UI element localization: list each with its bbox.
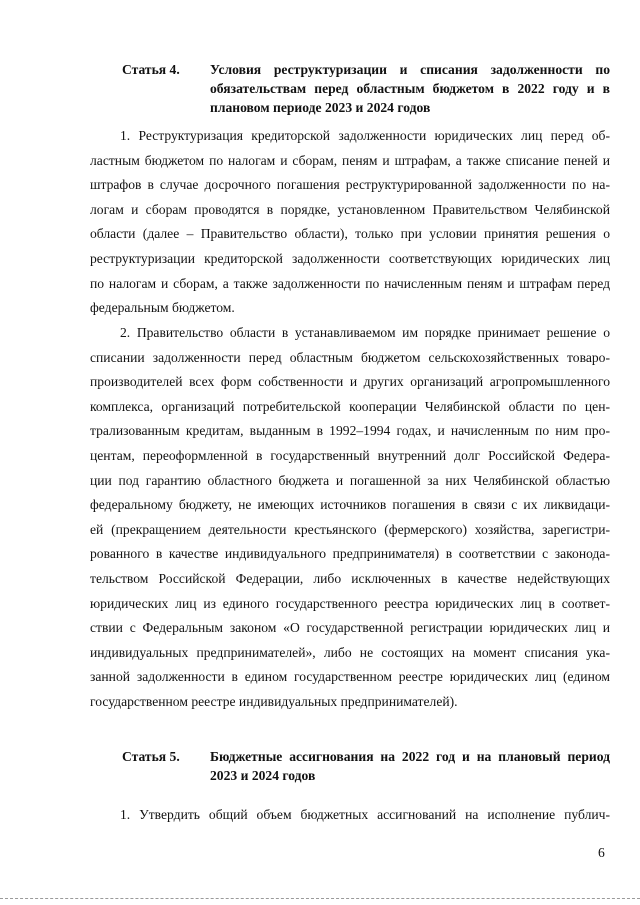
paragraph-line: тельством Российской Федерации, либо исключенных в качестве недействующих	[90, 570, 610, 586]
paragraph-line: федеральному бюджету, не имеющих источников погашения в связи с их ликвидаци-	[90, 497, 610, 513]
paragraph-line: занной задолженности в едином государственном реестре юридических лиц (едином	[90, 669, 610, 685]
paragraph-line: федеральным бюджетом.	[90, 300, 235, 316]
paragraph-line: трализованным кредитам, выданным в 1992–1994 годах, и начисленным по ним про-	[90, 423, 610, 439]
article-5-label: Статья 5.	[122, 749, 180, 764]
article-4-title-line: обязательствам перед областным бюджетом в 2022 году и в	[210, 81, 610, 96]
paragraph-line: области (далее – Правительство области), только при условии принятия решения о	[90, 226, 610, 242]
paragraph-line: ластным бюджетом по налогам и сборам, пеням и штрафам, а также списание пеней и	[90, 152, 610, 168]
article-4-label: Статья 4.	[122, 62, 180, 77]
paragraph-line: по налогам и сборам, а также задолженности по начисленным пеням и штрафам перед	[90, 275, 610, 291]
article-4-title-line: Условия реструктуризации и списания задолженности по	[210, 62, 610, 77]
paragraph-line: ствии с Федеральным законом «О государственной регистрации юридических лиц и	[90, 620, 610, 636]
paragraph-line: ей (прекращением деятельности крестьянского (фермерского) хозяйства, зарегистри-	[90, 521, 610, 537]
paragraph-line: центам, переоформленной в государственный внутренний долг Российской Федера-	[90, 447, 610, 463]
article-4-title	[210, 60, 610, 117]
article-5-paragraph-1	[90, 803, 610, 828]
article-4-heading	[122, 60, 610, 117]
article-4-paragraph-2	[90, 321, 610, 715]
page-number: 6	[598, 845, 605, 860]
article-5-title	[210, 747, 610, 785]
paragraph-line: индивидуальных предпринимателей», либо не состоящих на момент списания ука-	[90, 644, 610, 660]
paragraph-line: комплекса, организаций потребительской кооперации Челябинской области по цен-	[90, 398, 610, 414]
article-5-title-line: Бюджетные ассигнования на 2022 год и на плановый период	[210, 749, 610, 764]
paragraph-line: 2. Правительство области в устанавливаемом им порядке принимает решение о	[120, 325, 610, 340]
article-4-title-line: плановом периоде 2023 и 2024 годов	[210, 100, 431, 115]
article-5-title-line: 2023 и 2024 годов	[210, 768, 316, 783]
page-bottom-divider	[0, 898, 640, 899]
paragraph-line: рованного в качестве индивидуального предпринимателя) в соответствии с законода-	[90, 546, 610, 562]
paragraph-line: юридических лиц из единого государственного реестра юридических лиц в соответ-	[90, 595, 610, 611]
paragraph-line: производителей всех форм собственности и других организаций агропромышленного	[90, 374, 610, 390]
article-4-paragraph-1	[90, 124, 610, 321]
paragraph-line: штрафов в случае досрочного погашения реструктурированной задолженности по на-	[90, 177, 610, 193]
paragraph-line: логам и сборам проводятся в порядке, установленном Правительством Челябинской	[90, 201, 610, 217]
paragraph-line: ции под гарантию областного бюджета и погашенной за них Челябинской областью	[90, 472, 610, 488]
paragraph-line: списании задолженности перед областным бюджетом сельскохозяйственных товаро-	[90, 349, 610, 365]
paragraph-line: реструктуризации кредиторской задолженности соответствующих юридических лиц	[90, 250, 610, 266]
paragraph-line: 1. Утвердить общий объем бюджетных ассигнований на исполнение публич-	[120, 807, 610, 822]
article-5-heading	[122, 747, 610, 785]
paragraph-line: государственном реестре индивидуальных предпринимателей).	[90, 693, 458, 709]
paragraph-line: 1. Реструктуризация кредиторской задолженности юридических лиц перед об-	[120, 128, 610, 143]
